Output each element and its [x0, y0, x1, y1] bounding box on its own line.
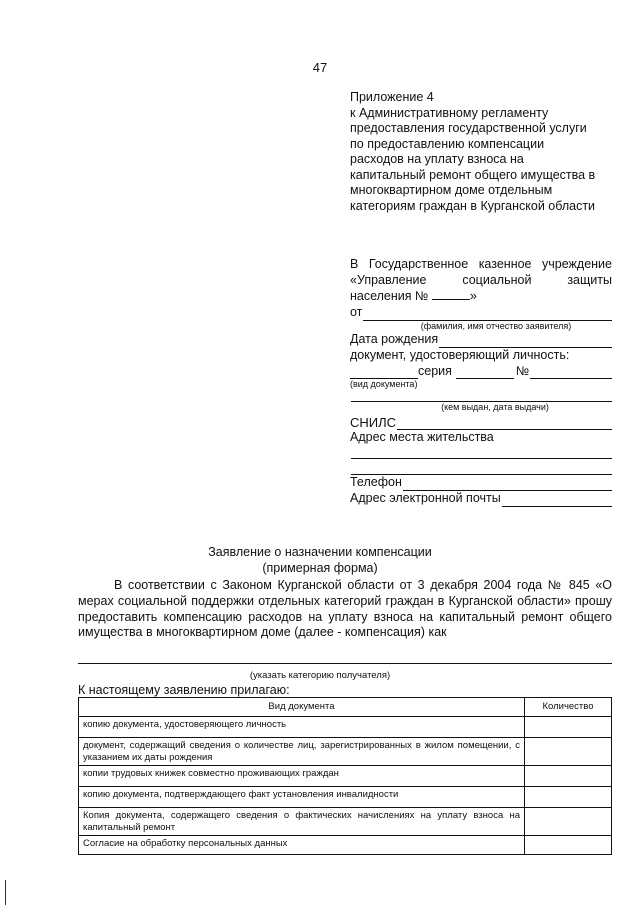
quantity-cell[interactable] [525, 836, 612, 855]
phone-field[interactable] [403, 479, 612, 491]
category-hint: (указать категорию получателя) [249, 670, 391, 681]
document-cell: копии трудовых книжек совместно проживающих граждан [79, 766, 525, 787]
quantity-cell[interactable] [525, 717, 612, 738]
table-header-row [79, 698, 612, 717]
phone-label: Телефон [350, 475, 402, 489]
table-row [79, 766, 612, 787]
recipient-line-2 [350, 273, 612, 289]
recipient-word: «Управление [350, 272, 427, 287]
application-text: В соответствии с Законом Курганской области от 3 декабря 2004 года № 845 «О мерах социальной поддержки отдельных категорий граждан в Курганской области» прошу предоставить компенсацию расходов на уплату взноса на капитальный ремонт общего имущества в многоквартирном доме (далее - компенсация) как [78, 578, 612, 640]
phone-row [350, 475, 612, 491]
snils-row [350, 413, 612, 430]
table-row [79, 738, 612, 766]
address-field-2[interactable] [351, 463, 612, 475]
issued-hint: (кем выдан, дата выдачи) [441, 402, 549, 412]
appendix-line: расходов на уплату взноса на [350, 152, 524, 166]
column-header-document: Вид документа [79, 698, 525, 717]
table-row [79, 836, 612, 855]
id-doc-row [350, 363, 612, 379]
closing-quote: » [469, 289, 477, 303]
address-row-1 [350, 446, 612, 459]
appendix-block [350, 90, 615, 214]
doc-type-hint: (вид документа) [350, 379, 418, 389]
document-cell: документ, содержащий сведения о количестве лиц, зарегистрированных в жилом помещении, с указанием их даты рождения [79, 738, 525, 766]
quantity-cell[interactable] [525, 738, 612, 766]
birth-label: Дата рождения [350, 332, 439, 346]
doc-type-field[interactable] [350, 367, 418, 379]
document-title [0, 545, 640, 576]
number-label: № [515, 363, 530, 378]
recipient-line-3 [350, 288, 612, 305]
address-row-2 [350, 459, 612, 475]
category-field[interactable] [78, 663, 612, 664]
page-number: 47 [312, 60, 328, 75]
email-row [350, 491, 612, 507]
appendix-line: капитальный ремонт общего имущества в [350, 167, 596, 182]
issued-field[interactable] [351, 390, 612, 402]
id-doc-label: документ, удостоверяющий личность: [350, 347, 570, 362]
quantity-cell[interactable] [525, 787, 612, 808]
from-row [350, 305, 612, 321]
recipient-line-1: В Государственное казенное учреждение [350, 257, 612, 271]
attachments-heading: К настоящему заявлению прилагаю: [78, 683, 290, 697]
appendix-line: по предоставлению компенсации [350, 136, 545, 151]
document-cell: копию документа, удостоверяющего личность [79, 717, 525, 738]
snils-label: СНИЛС [350, 414, 397, 430]
snils-field[interactable] [397, 418, 612, 430]
series-label: серия [418, 363, 452, 378]
attachments-table [78, 697, 612, 855]
title-line-2: (примерная форма) [262, 560, 378, 575]
email-field[interactable] [502, 495, 612, 507]
scan-edge-mark [5, 880, 6, 905]
birth-field[interactable] [439, 336, 612, 348]
appendix-line: многоквартирном доме отдельным [350, 183, 553, 197]
department-number-label: населения № [350, 289, 429, 303]
email-label: Адрес электронной почты [350, 491, 501, 505]
department-number-field[interactable] [432, 288, 470, 300]
quantity-cell[interactable] [525, 766, 612, 787]
appendix-line: Приложение 4 [350, 90, 434, 104]
birth-row [350, 332, 612, 348]
address-label: Адрес места жительства [350, 430, 494, 444]
table-row [79, 787, 612, 808]
from-field[interactable] [363, 309, 612, 321]
issued-row [350, 390, 612, 402]
recipient-word: защиты [567, 272, 612, 287]
recipient-word: социальной [462, 272, 532, 287]
appendix-line: к Административному регламенту [350, 105, 549, 120]
document-cell: Копия документа, содержащего сведения о фактических начислениях на уплату взноса на капитальный ремонт [79, 808, 525, 836]
document-cell: Согласие на обработку персональных данных [79, 836, 525, 855]
appendix-line: категориям граждан в Курганской области [350, 198, 596, 213]
recipient-block [350, 257, 612, 507]
address-field-1[interactable] [351, 447, 612, 459]
appendix-line: предоставления государственной услуги [350, 121, 587, 135]
table-row [79, 808, 612, 836]
from-hint: (фамилия, имя отчество заявителя) [420, 320, 572, 331]
from-label: от [350, 305, 363, 319]
column-header-quantity: Количество [525, 698, 612, 717]
series-field[interactable] [456, 367, 514, 379]
document-cell: копию документа, подтверждающего факт установления инвалидности [79, 787, 525, 808]
quantity-cell[interactable] [525, 808, 612, 836]
number-field[interactable] [530, 367, 612, 379]
title-line-1: Заявление о назначении компенсации [208, 545, 432, 559]
table-row [79, 717, 612, 738]
